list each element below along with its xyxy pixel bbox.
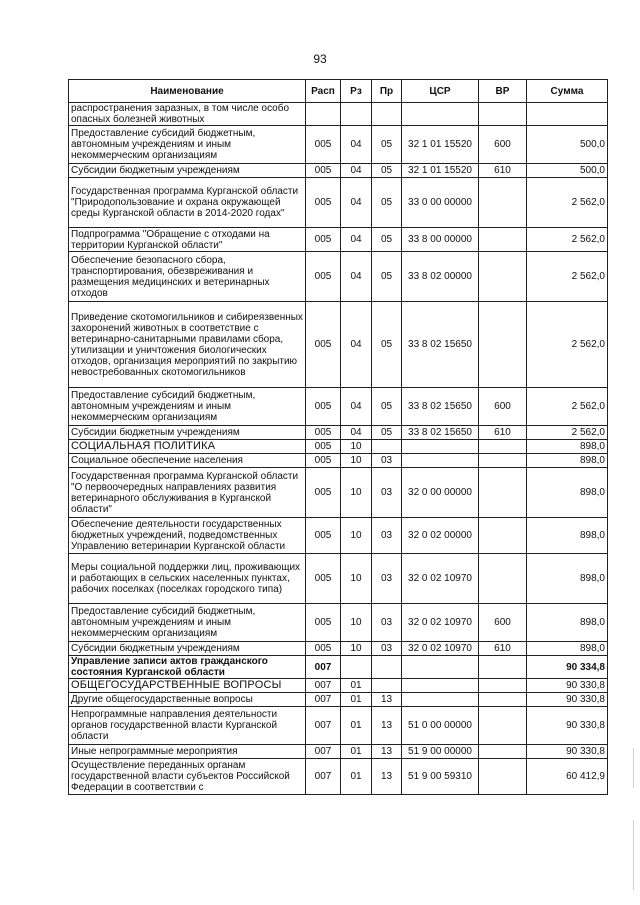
- cell-vr: [479, 228, 527, 252]
- cell-name: Предоставление субсидий бюджетным, автономным учреждениям и иным некоммерческим организациям: [69, 126, 306, 164]
- cell-rz: 01: [341, 745, 372, 759]
- cell-csr: 32 0 00 00000: [402, 468, 479, 518]
- cell-rasp: 007: [306, 745, 341, 759]
- cell-sum: 898,0: [527, 604, 608, 642]
- cell-pr: 05: [372, 228, 402, 252]
- cell-pr: 05: [372, 178, 402, 228]
- cell-rz: 04: [341, 302, 372, 388]
- table-row: [69, 440, 608, 454]
- cell-name: Субсидии бюджетным учреждениям: [69, 642, 306, 656]
- table-row: [69, 604, 608, 642]
- cell-rz: [341, 656, 372, 679]
- cell-sum: 2 562,0: [527, 178, 608, 228]
- cell-rasp: 005: [306, 252, 341, 302]
- cell-csr: [402, 693, 479, 707]
- table-row: [69, 679, 608, 693]
- cell-vr: 600: [479, 604, 527, 642]
- cell-rasp: 005: [306, 642, 341, 656]
- cell-rasp: [306, 103, 341, 126]
- cell-vr: [479, 454, 527, 468]
- cell-sum: 2 562,0: [527, 228, 608, 252]
- cell-sum: 90 330,8: [527, 745, 608, 759]
- table-row: [69, 164, 608, 178]
- cell-rasp: 007: [306, 679, 341, 693]
- table-row: [69, 759, 608, 795]
- cell-csr: 33 0 00 00000: [402, 178, 479, 228]
- cell-pr: [372, 440, 402, 454]
- cell-pr: 03: [372, 554, 402, 604]
- cell-rz: 10: [341, 468, 372, 518]
- cell-name: Иные непрограммные мероприятия: [69, 745, 306, 759]
- table-row: [69, 642, 608, 656]
- cell-rasp: 005: [306, 468, 341, 518]
- cell-sum: 2 562,0: [527, 302, 608, 388]
- table-row: [69, 656, 608, 679]
- cell-rz: 04: [341, 178, 372, 228]
- cell-rz: 04: [341, 252, 372, 302]
- cell-vr: [479, 178, 527, 228]
- cell-rasp: 005: [306, 126, 341, 164]
- cell-pr: [372, 656, 402, 679]
- cell-name: СОЦИАЛЬНАЯ ПОЛИТИКА: [69, 440, 306, 454]
- table-row: [69, 388, 608, 426]
- cell-sum: 2 562,0: [527, 252, 608, 302]
- header-rz: Рз: [341, 80, 372, 103]
- cell-pr: 05: [372, 388, 402, 426]
- cell-rz: 04: [341, 126, 372, 164]
- cell-name: ОБЩЕГОСУДАРСТВЕННЫЕ ВОПРОСЫ: [69, 679, 306, 693]
- cell-sum: 898,0: [527, 518, 608, 554]
- cell-sum: 898,0: [527, 454, 608, 468]
- cell-rasp: 005: [306, 454, 341, 468]
- cell-csr: 32 0 02 10970: [402, 554, 479, 604]
- cell-vr: 610: [479, 426, 527, 440]
- cell-name: Меры социальной поддержки лиц, проживающих и работающих в сельских населенных пунктах, рабочих поселках (поселках городского типа): [69, 554, 306, 604]
- cell-name: Государственная программа Курганской области "Природопользование и охрана окружающей среды Курганской области в 2014-2020 годах": [69, 178, 306, 228]
- table-row: [69, 554, 608, 604]
- cell-sum: 898,0: [527, 554, 608, 604]
- cell-pr: 03: [372, 518, 402, 554]
- cell-name: Предоставление субсидий бюджетным, автономным учреждениям и иным некоммерческим организациям: [69, 604, 306, 642]
- cell-vr: [479, 103, 527, 126]
- cell-pr: 05: [372, 426, 402, 440]
- table-row: [69, 126, 608, 164]
- cell-name: Социальное обеспечение населения: [69, 454, 306, 468]
- cell-csr: 32 0 02 10970: [402, 604, 479, 642]
- cell-sum: [527, 103, 608, 126]
- cell-vr: 610: [479, 164, 527, 178]
- cell-rasp: 005: [306, 426, 341, 440]
- cell-pr: 13: [372, 693, 402, 707]
- cell-rasp: 005: [306, 164, 341, 178]
- cell-csr: 32 0 02 10970: [402, 642, 479, 656]
- cell-vr: 610: [479, 642, 527, 656]
- cell-rz: 10: [341, 454, 372, 468]
- cell-rz: [341, 103, 372, 126]
- cell-vr: [479, 518, 527, 554]
- table-row: [69, 103, 608, 126]
- page-number: 93: [313, 52, 327, 66]
- budget-table: [68, 79, 608, 795]
- cell-csr: 33 8 02 15650: [402, 426, 479, 440]
- header-csr: ЦСР: [402, 80, 479, 103]
- cell-rasp: 005: [306, 228, 341, 252]
- cell-pr: 05: [372, 164, 402, 178]
- table-row: [69, 745, 608, 759]
- cell-pr: 05: [372, 126, 402, 164]
- cell-sum: 2 562,0: [527, 426, 608, 440]
- cell-sum: 500,0: [527, 164, 608, 178]
- cell-sum: 90 330,8: [527, 707, 608, 745]
- cell-rasp: 005: [306, 302, 341, 388]
- cell-rz: 04: [341, 426, 372, 440]
- cell-sum: 898,0: [527, 440, 608, 454]
- header-name: Наименование: [69, 80, 306, 103]
- cell-csr: [402, 679, 479, 693]
- cell-rasp: 005: [306, 178, 341, 228]
- cell-name: Государственная программа Курганской области "О первоочередных направлениях развития ветеринарного обслуживания в Курганской области": [69, 468, 306, 518]
- cell-rasp: 005: [306, 518, 341, 554]
- header-pr: Пр: [372, 80, 402, 103]
- cell-rz: 10: [341, 642, 372, 656]
- cell-pr: [372, 679, 402, 693]
- cell-rz: 10: [341, 440, 372, 454]
- cell-name: Субсидии бюджетным учреждениям: [69, 426, 306, 440]
- cell-sum: 500,0: [527, 126, 608, 164]
- cell-vr: [479, 745, 527, 759]
- cell-sum: 90 330,8: [527, 693, 608, 707]
- cell-name: Обеспечение деятельности государственных бюджетных учреждений, подведомственных Управлению ветеринарии Курганской области: [69, 518, 306, 554]
- cell-pr: 03: [372, 604, 402, 642]
- cell-vr: [479, 679, 527, 693]
- cell-rasp: 007: [306, 707, 341, 745]
- cell-name: распространения заразных, в том числе особо опасных болезней животных: [69, 103, 306, 126]
- cell-pr: [372, 103, 402, 126]
- cell-vr: [479, 707, 527, 745]
- cell-rasp: 007: [306, 759, 341, 795]
- cell-csr: [402, 440, 479, 454]
- table-header-row: [69, 80, 608, 103]
- cell-sum: 898,0: [527, 642, 608, 656]
- cell-vr: [479, 468, 527, 518]
- cell-rz: 04: [341, 228, 372, 252]
- cell-rz: 10: [341, 518, 372, 554]
- cell-pr: 13: [372, 759, 402, 795]
- cell-rasp: 007: [306, 656, 341, 679]
- cell-sum: 2 562,0: [527, 388, 608, 426]
- cell-vr: [479, 759, 527, 795]
- cell-csr: 33 8 00 00000: [402, 228, 479, 252]
- cell-name: Предоставление субсидий бюджетным, автономным учреждениям и иным некоммерческим организациям: [69, 388, 306, 426]
- table-row: [69, 252, 608, 302]
- cell-csr: 32 0 02 00000: [402, 518, 479, 554]
- cell-rasp: 005: [306, 554, 341, 604]
- cell-name: Приведение скотомогильников и сибиреязвенных захоронений животных в соответствие с ветеринарно-санитарными правилами сбора, утилизации и уничтожения биологических отходов, организация мероприятий по закрытию невостребованных скотомогильников: [69, 302, 306, 388]
- cell-vr: 600: [479, 126, 527, 164]
- cell-pr: 13: [372, 707, 402, 745]
- cell-rasp: 005: [306, 440, 341, 454]
- table-row: [69, 707, 608, 745]
- cell-pr: 03: [372, 454, 402, 468]
- cell-pr: 05: [372, 302, 402, 388]
- header-sum: Сумма: [527, 80, 608, 103]
- cell-pr: 05: [372, 252, 402, 302]
- cell-name: Подпрограмма "Обращение с отходами на территории Курганской области": [69, 228, 306, 252]
- cell-pr: 13: [372, 745, 402, 759]
- margin-mark: [633, 820, 634, 890]
- header-rasp: Расп: [306, 80, 341, 103]
- cell-rz: 10: [341, 554, 372, 604]
- cell-rz: 04: [341, 164, 372, 178]
- cell-csr: [402, 454, 479, 468]
- cell-csr: [402, 656, 479, 679]
- cell-sum: 898,0: [527, 468, 608, 518]
- cell-sum: 60 412,9: [527, 759, 608, 795]
- cell-vr: [479, 440, 527, 454]
- cell-rz: 10: [341, 604, 372, 642]
- table-row: [69, 518, 608, 554]
- table-row: [69, 468, 608, 518]
- cell-csr: 33 8 02 15650: [402, 302, 479, 388]
- cell-csr: 51 0 00 00000: [402, 707, 479, 745]
- cell-rz: 01: [341, 759, 372, 795]
- cell-rz: 01: [341, 707, 372, 745]
- cell-vr: [479, 554, 527, 604]
- cell-name: Обеспечение безопасного сбора, транспортирования, обезвреживания и размещения медицинских и ветеринарных отходов: [69, 252, 306, 302]
- cell-csr: 32 1 01 15520: [402, 126, 479, 164]
- cell-csr: 32 1 01 15520: [402, 164, 479, 178]
- table-body: [69, 103, 608, 795]
- cell-rasp: 007: [306, 693, 341, 707]
- cell-rasp: 005: [306, 388, 341, 426]
- cell-name: Управление записи актов гражданского состояния Курганской области: [69, 656, 306, 679]
- table-row: [69, 178, 608, 228]
- cell-sum: 90 330,8: [527, 679, 608, 693]
- cell-csr: [402, 103, 479, 126]
- table-row: [69, 228, 608, 252]
- cell-vr: [479, 252, 527, 302]
- cell-rz: 01: [341, 679, 372, 693]
- table-row: [69, 302, 608, 388]
- table-row: [69, 454, 608, 468]
- cell-name: Другие общегосударственные вопросы: [69, 693, 306, 707]
- cell-name: Осуществление переданных органам государственной власти субъектов Российской Федерации в соответствии с: [69, 759, 306, 795]
- cell-csr: 51 9 00 59310: [402, 759, 479, 795]
- cell-vr: [479, 302, 527, 388]
- cell-vr: [479, 693, 527, 707]
- table-row: [69, 693, 608, 707]
- cell-csr: 33 8 02 15650: [402, 388, 479, 426]
- cell-csr: 51 9 00 00000: [402, 745, 479, 759]
- cell-rasp: 005: [306, 604, 341, 642]
- cell-name: Субсидии бюджетным учреждениям: [69, 164, 306, 178]
- cell-pr: 03: [372, 642, 402, 656]
- cell-vr: [479, 656, 527, 679]
- cell-vr: 600: [479, 388, 527, 426]
- table-row: [69, 426, 608, 440]
- header-vr: ВР: [479, 80, 527, 103]
- cell-csr: 33 8 02 00000: [402, 252, 479, 302]
- cell-pr: 03: [372, 468, 402, 518]
- margin-mark: [633, 748, 634, 788]
- cell-sum: 90 334,8: [527, 656, 608, 679]
- cell-name: Непрограммные направления деятельности органов государственной власти Курганской области: [69, 707, 306, 745]
- cell-rz: 04: [341, 388, 372, 426]
- cell-rz: 01: [341, 693, 372, 707]
